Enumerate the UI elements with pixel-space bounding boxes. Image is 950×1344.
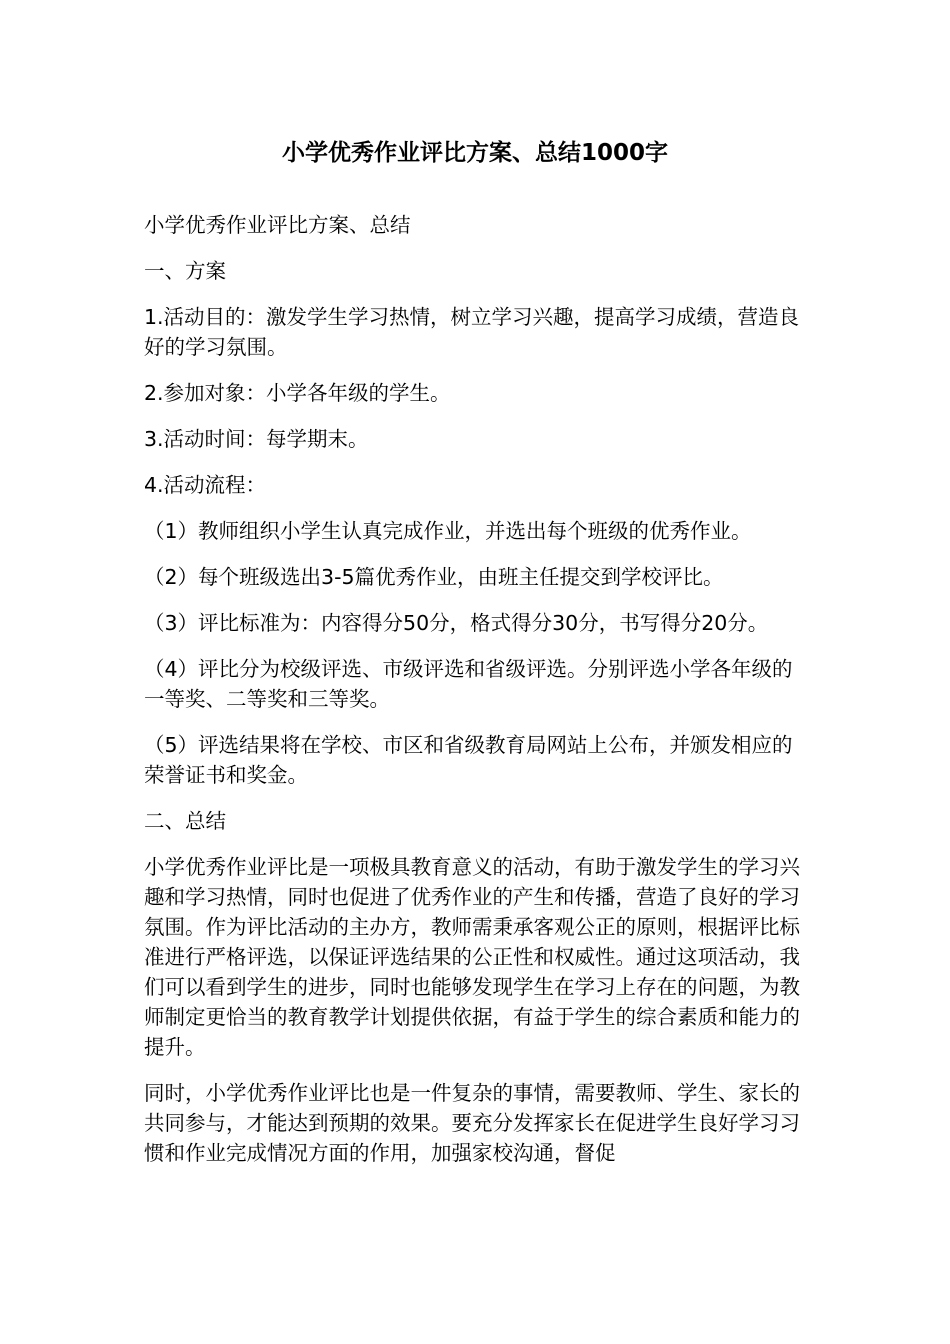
process-step-2: （2）每个班级选出3-5篇优秀作业，由班主任提交到学校评比。 <box>144 565 724 589</box>
document-title: 小学优秀作业评比方案、总结1000字 <box>281 140 668 166</box>
paragraph-process: 4.活动流程： <box>144 473 267 497</box>
paragraph-time: 3.活动时间：每学期末。 <box>144 427 369 451</box>
summary-paragraph-1: 小学优秀作业评比是一项极具教育意义的活动，有助于激发学生的学习兴趣和学习热情，同时也促进了优秀作业的产生和传播，营造了良好的学习氛围。作为评比活动的主办方，教师需秉承客观公正的原则，根据评比标准进行严格评选，以保证评选结果的公正性和权威性。通过这项活动，我们可以看到学生的进步，同时也能够发现学生在学习上存在的问题，为教师制定更恰当的教育教学计划提供依据，有益于学生的综合素质和能力的提升。 <box>144 855 800 1059</box>
subtitle-paragraph: 小学优秀作业评比方案、总结 <box>144 213 411 237</box>
process-step-1: （1）教师组织小学生认真完成作业，并选出每个班级的优秀作业。 <box>144 519 752 543</box>
process-step-5: （5）评选结果将在学校、市区和省级教育局网站上公布，并颁发相应的荣誉证书和奖金。 <box>144 733 793 787</box>
summary-paragraph-2: 同时，小学优秀作业评比也是一件复杂的事情，需要教师、学生、家长的共同参与，才能达到预期的效果。要充分发挥家长在促进学生良好学习习惯和作业完成情况方面的作用，加强家校沟通，督促 <box>144 1081 800 1165</box>
paragraph-purpose: 1.活动目的：激发学生学习热情，树立学习兴趣，提高学习成绩，营造良好的学习氛围。 <box>144 305 800 359</box>
process-step-4: （4）评比分为校级评选、市级评选和省级评选。分别评选小学各年级的一等奖、二等奖和三等奖。 <box>144 657 793 711</box>
document-body <box>144 210 808 1184</box>
section-heading-summary: 二、总结 <box>144 809 226 833</box>
section-heading-plan: 一、方案 <box>144 259 226 283</box>
paragraph-participants: 2.参加对象：小学各年级的学生。 <box>144 381 451 405</box>
process-step-3: （3）评比标准为：内容得分50分，格式得分30分，书写得分20分。 <box>144 611 769 635</box>
